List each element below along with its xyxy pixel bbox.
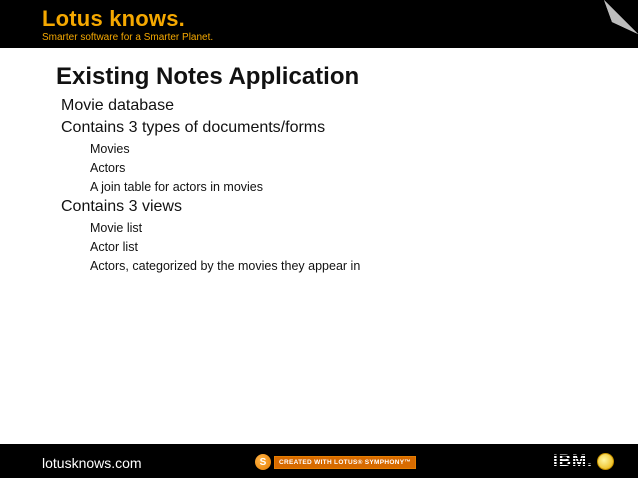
sub-bullet-item: Movies <box>90 142 130 156</box>
header-bar <box>0 0 638 48</box>
sub-bullet-item: Movie list <box>90 221 143 235</box>
sub-bullet-item: Actors, categorized by the movies they appear in <box>90 259 361 273</box>
brand-title: Lotus knows. <box>42 6 185 31</box>
ibm-logo-text: IBM. <box>553 451 593 470</box>
slide-title: Existing Notes Application <box>56 63 360 90</box>
globe-icon <box>597 453 614 470</box>
bullet-list <box>61 96 360 276</box>
footer-bar <box>0 444 638 478</box>
symphony-badge-text: CREATED WITH LOTUS® SYMPHONY™ <box>274 456 416 469</box>
page-curl-icon <box>604 0 638 34</box>
bullet-item: Contains 3 views <box>61 198 182 215</box>
sub-bullet-item: Actors <box>90 161 126 175</box>
symphony-icon: S <box>255 454 271 470</box>
ibm-logo <box>553 453 614 469</box>
bullet-item: Contains 3 types of documents/forms <box>61 119 326 136</box>
bullet-item: Movie database <box>61 97 174 114</box>
sub-bullet-item: Actor list <box>90 240 138 254</box>
symphony-badge <box>255 454 416 470</box>
brand-tagline: Smarter software for a Smarter Planet. <box>42 32 214 43</box>
footer-site-link[interactable]: lotusknows.com <box>42 455 142 471</box>
sub-bullet-item: A join table for actors in movies <box>90 180 263 194</box>
